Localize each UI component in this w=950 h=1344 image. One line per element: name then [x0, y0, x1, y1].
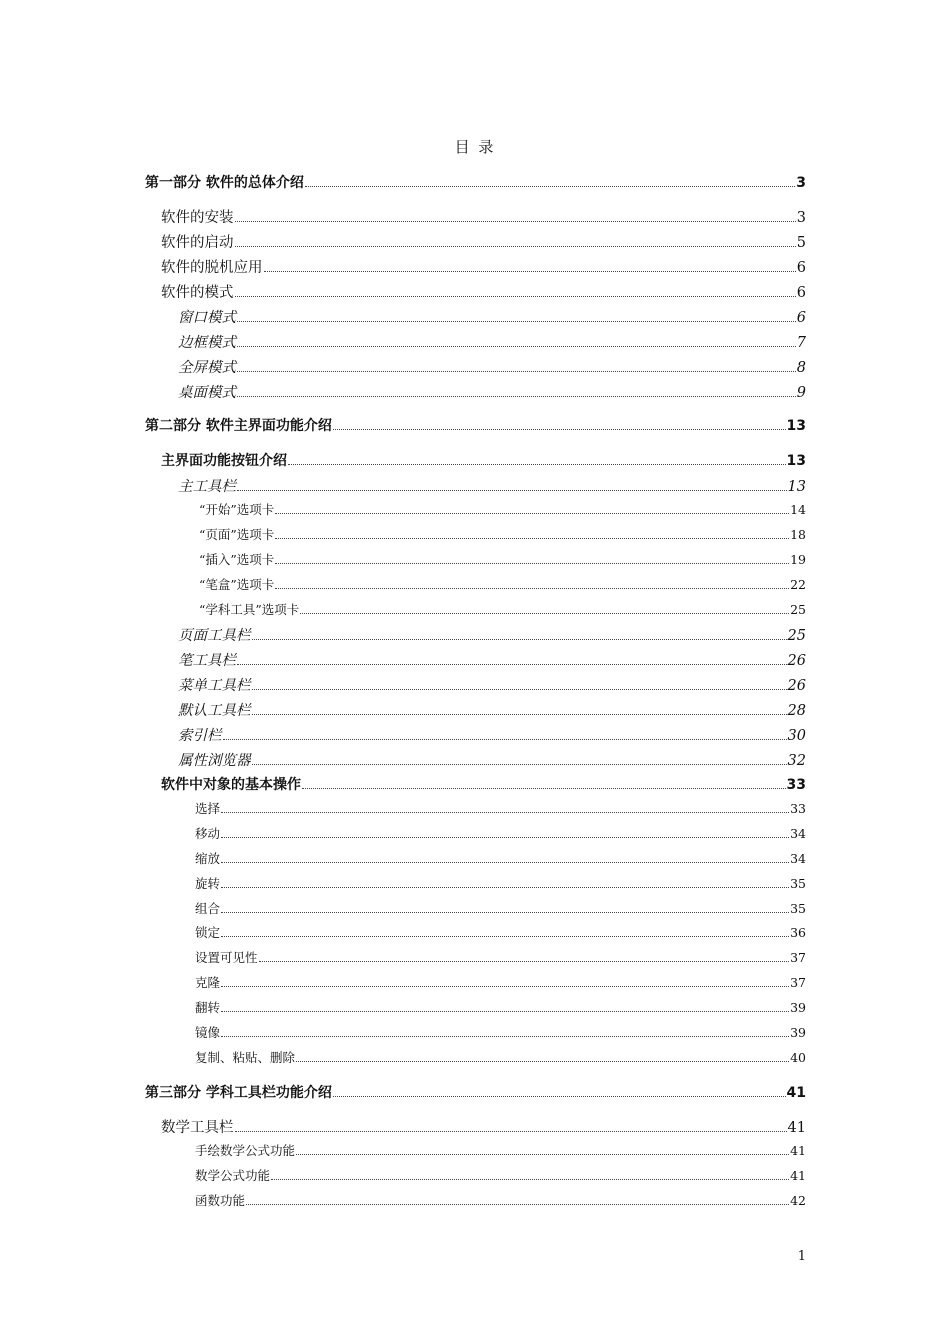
toc-entry-page: 13	[787, 479, 806, 495]
toc-entry-label: 第三部分 学科工具栏功能介绍	[145, 1085, 332, 1101]
toc-entry-label: 第二部分 软件主界面功能介绍	[145, 418, 332, 434]
toc-entry-label: 锁定	[195, 925, 221, 940]
dot-leader	[223, 728, 787, 740]
dot-leader	[221, 827, 789, 838]
toc-entry[interactable]	[145, 415, 806, 435]
toc-entry-page: 28	[787, 703, 806, 719]
toc-entry-label: 缩放	[195, 851, 221, 866]
toc-entry-label: 默认工具栏	[178, 703, 251, 719]
toc-entry-label: 克隆	[195, 975, 221, 990]
toc-entry[interactable]	[195, 1023, 806, 1041]
toc-entry-page: 39	[790, 1000, 806, 1015]
toc-entry-page: 36	[790, 925, 806, 940]
toc-entry[interactable]	[199, 600, 806, 618]
dot-leader	[252, 703, 787, 715]
dot-leader	[305, 175, 795, 187]
toc-entry-page: 5	[796, 235, 806, 251]
toc-entry[interactable]	[145, 1082, 806, 1102]
toc-entry-label: 第一部分 软件的总体介绍	[145, 175, 304, 191]
toc-entry-page: 37	[790, 975, 806, 990]
toc-entry-page: 39	[790, 1025, 806, 1040]
toc-entry[interactable]	[178, 674, 806, 695]
toc-entry-label: 索引栏	[178, 728, 222, 744]
toc-entry-page: 22	[790, 577, 806, 592]
toc-entry[interactable]	[195, 1048, 806, 1066]
dot-leader	[237, 385, 796, 397]
toc-entry-page: 6	[796, 310, 806, 326]
page-number: 1	[797, 1249, 806, 1264]
toc-entry[interactable]	[199, 525, 806, 543]
toc-entry[interactable]	[161, 206, 806, 227]
dot-leader	[221, 877, 789, 888]
toc-entry-label: “开始”选项卡	[199, 502, 275, 517]
toc-entry-page: 7	[796, 335, 806, 351]
toc-entry-page: 32	[787, 753, 806, 769]
toc-entry-label: 组合	[195, 901, 221, 916]
toc-entry-page: 41	[787, 1120, 806, 1136]
toc-entry-label: 全屏模式	[178, 360, 236, 376]
toc-entry-label: 软件的模式	[161, 285, 234, 301]
toc-entry-label: 桌面模式	[178, 385, 236, 401]
dot-leader	[275, 528, 789, 539]
dot-leader	[221, 852, 789, 863]
toc-entry-page: 40	[790, 1050, 806, 1065]
toc-entry[interactable]	[161, 281, 806, 302]
dot-leader	[259, 951, 790, 962]
toc-entry[interactable]	[195, 874, 806, 892]
toc-entry-label: 软件的脱机应用	[161, 260, 263, 276]
toc-entry-label: 复制、粘贴、删除	[195, 1050, 296, 1065]
toc-entry[interactable]	[199, 500, 806, 518]
toc-entry[interactable]	[178, 749, 806, 770]
dot-leader	[235, 235, 796, 247]
toc-entry-page: 3	[796, 210, 806, 226]
toc-entry[interactable]	[178, 699, 806, 720]
toc-entry-page: 41	[790, 1143, 806, 1158]
toc-entry[interactable]	[178, 724, 806, 745]
dot-leader	[275, 503, 789, 514]
toc-entry[interactable]	[161, 1116, 806, 1137]
toc-entry[interactable]	[161, 450, 806, 470]
toc-entry-label: 翻转	[195, 1000, 221, 1015]
dot-leader	[237, 310, 796, 322]
dot-leader	[221, 1026, 789, 1037]
dot-leader	[235, 210, 796, 222]
toc-entry-label: 主界面功能按钮介绍	[161, 453, 287, 469]
dot-leader	[271, 1169, 789, 1180]
toc-entry[interactable]	[178, 356, 806, 377]
toc-entry-label: 主工具栏	[178, 479, 236, 495]
toc-entry-page: 42	[790, 1193, 806, 1208]
toc-entry-label: 手绘数学公式功能	[195, 1143, 296, 1158]
toc-entry-label: 属性浏览器	[178, 753, 251, 769]
dot-leader	[252, 753, 787, 765]
dot-leader	[296, 1144, 789, 1155]
toc-entry-label: “插入”选项卡	[199, 552, 275, 567]
toc-entry-label: 边框模式	[178, 335, 236, 351]
dot-leader	[237, 360, 796, 372]
toc-entry-label: “页面”选项卡	[199, 527, 275, 542]
toc-entry-page: 13	[786, 418, 806, 434]
toc-entry-page: 19	[790, 552, 806, 567]
dot-leader	[235, 285, 796, 297]
toc-entry[interactable]	[178, 331, 806, 352]
dot-leader	[264, 260, 796, 272]
toc-entry[interactable]	[199, 575, 806, 593]
toc-entry-page: 9	[796, 385, 806, 401]
dot-leader	[221, 926, 789, 937]
toc-entry[interactable]	[161, 774, 806, 794]
dot-leader	[237, 479, 787, 491]
toc-entry-page: 14	[790, 502, 806, 517]
toc-entry-page: 33	[790, 801, 806, 816]
toc-entry-label: “学科工具”选项卡	[199, 602, 300, 617]
dot-leader	[275, 553, 789, 564]
toc-entry-label: 移动	[195, 826, 221, 841]
dot-leader	[221, 902, 789, 913]
dot-leader	[333, 1085, 786, 1097]
toc-entry-page: 41	[786, 1085, 806, 1101]
toc-entry[interactable]	[195, 923, 806, 941]
toc-entry-page: 6	[796, 285, 806, 301]
dot-leader	[221, 976, 789, 987]
toc-entry-page: 37	[790, 950, 806, 965]
toc-entry-page: 3	[796, 175, 806, 191]
toc-entry[interactable]	[199, 550, 806, 568]
toc-entry-label: 菜单工具栏	[178, 678, 251, 694]
toc-entry-page: 34	[790, 851, 806, 866]
dot-leader	[221, 1001, 789, 1012]
toc-entry-label: 窗口模式	[178, 310, 236, 326]
toc-entry-page: 13	[786, 453, 806, 469]
toc-entry-label: 软件中对象的基本操作	[161, 777, 301, 793]
dot-leader	[252, 678, 787, 690]
toc-entry-label: 函数功能	[195, 1193, 246, 1208]
toc-entry-page: 35	[790, 876, 806, 891]
toc-entry[interactable]	[178, 649, 806, 670]
toc-entry[interactable]	[195, 799, 806, 817]
toc-entry-label: 设置可见性	[195, 950, 258, 965]
toc-entry[interactable]	[195, 1141, 806, 1159]
toc-entry[interactable]	[161, 256, 806, 277]
toc-entry-page: 34	[790, 826, 806, 841]
toc-entry[interactable]	[195, 1166, 806, 1184]
toc-entry[interactable]	[195, 1191, 806, 1209]
toc-entry[interactable]	[195, 824, 806, 842]
toc-entry-page: 25	[790, 602, 806, 617]
toc-entry[interactable]	[195, 998, 806, 1016]
toc-entry[interactable]	[178, 306, 806, 327]
dot-leader	[333, 418, 786, 430]
toc-entry-label: 旋转	[195, 876, 221, 891]
toc-entry-label: 镜像	[195, 1025, 221, 1040]
toc-entry-label: 数学工具栏	[161, 1120, 234, 1136]
toc-entry-page: 8	[796, 360, 806, 376]
toc-entry-page: 41	[790, 1168, 806, 1183]
toc-entry[interactable]	[145, 172, 806, 192]
toc-entry[interactable]	[195, 973, 806, 991]
toc-entry[interactable]	[178, 381, 806, 402]
toc-entry[interactable]	[195, 849, 806, 867]
toc-entry-page: 33	[786, 777, 806, 793]
toc-entry-page: 26	[787, 678, 806, 694]
toc-entry-page: 6	[796, 260, 806, 276]
dot-leader	[296, 1051, 789, 1062]
dot-leader	[288, 453, 786, 465]
page-title: 目 录	[454, 138, 496, 156]
dot-leader	[221, 802, 789, 813]
toc-entry[interactable]	[195, 948, 806, 966]
toc-entry-label: 页面工具栏	[178, 628, 251, 644]
dot-leader	[246, 1194, 789, 1205]
toc-entry[interactable]	[161, 231, 806, 252]
toc-entry-label: 选择	[195, 801, 221, 816]
toc-entry-page: 25	[787, 628, 806, 644]
toc-entry[interactable]	[195, 899, 806, 917]
dot-leader	[235, 1120, 787, 1132]
toc-entry-page: 35	[790, 901, 806, 916]
dot-leader	[302, 777, 786, 789]
toc-entry[interactable]	[178, 624, 806, 645]
toc-entry[interactable]	[178, 475, 806, 496]
toc-entry-page: 26	[787, 653, 806, 669]
toc-entry-label: 笔工具栏	[178, 653, 236, 669]
dot-leader	[300, 603, 789, 614]
dot-leader	[252, 628, 787, 640]
toc-entry-label: 软件的安装	[161, 210, 234, 226]
dot-leader	[237, 653, 787, 665]
toc-entry-label: 软件的启动	[161, 235, 234, 251]
toc-entry-label: “笔盒”选项卡	[199, 577, 275, 592]
toc-entry-label: 数学公式功能	[195, 1168, 271, 1183]
dot-leader	[275, 578, 789, 589]
toc-entry-page: 30	[787, 728, 806, 744]
dot-leader	[237, 335, 796, 347]
toc-entry-page: 18	[790, 527, 806, 542]
